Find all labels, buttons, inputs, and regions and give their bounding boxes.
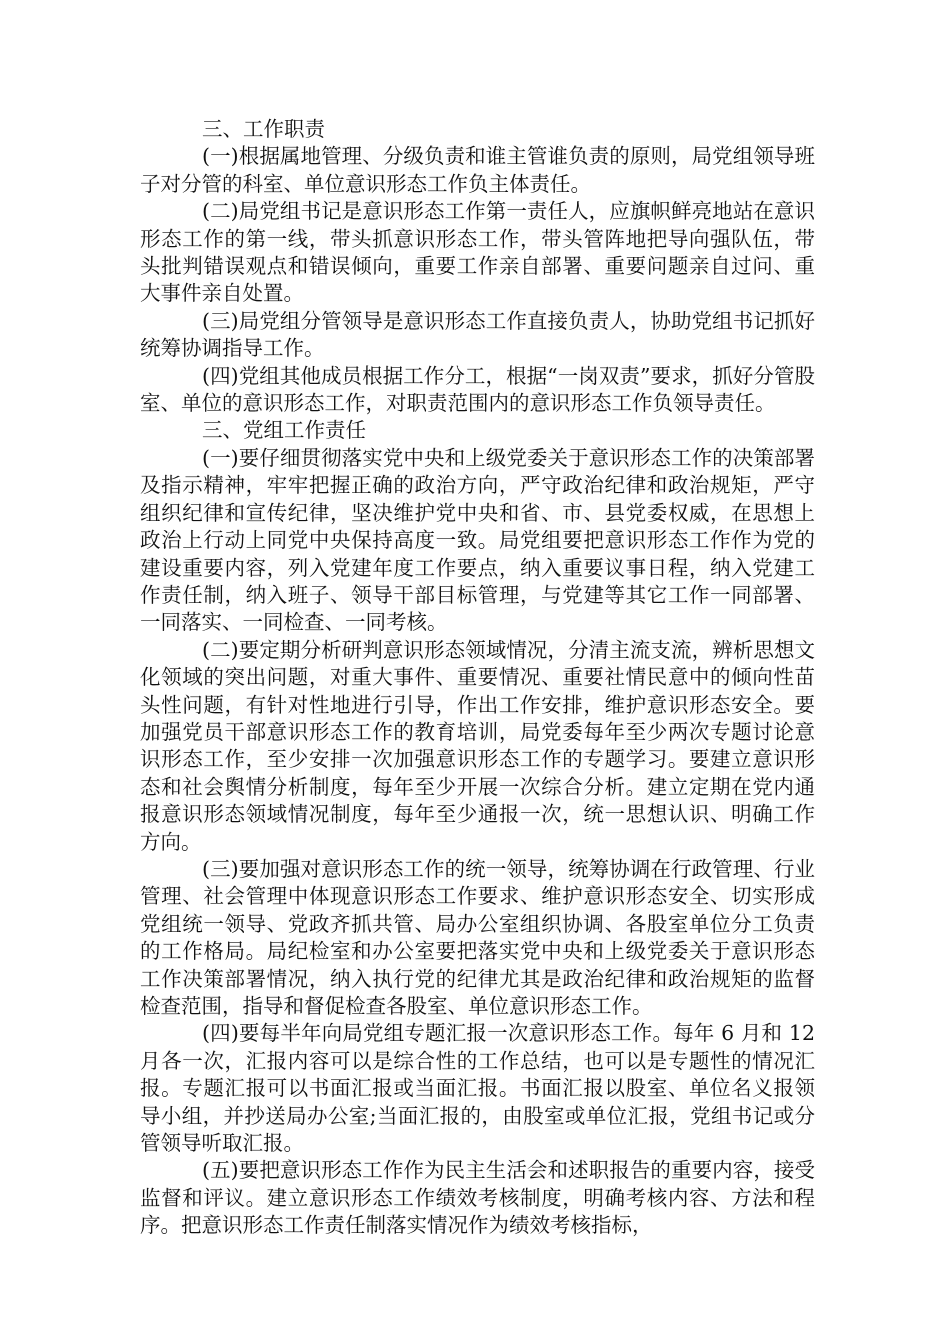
document-page <box>140 116 815 1240</box>
section-heading-party-group-responsibility: 三、党组工作责任 <box>202 418 366 443</box>
responsibility-paragraph-4: (四)要每半年向局党组专题汇报一次意识形态工作。每年 6 月和 12 月各一次，汇报内容可以是综合性的工作总结，也可以是专题性的情况汇报。专题汇报可以书面汇报或当面汇报。书面汇报以股室、单位名义报领导小组，并抄送局办公室;当面汇报的，由股室或单位汇报，党组书记或分管领导听取汇报。 <box>140 1021 815 1156</box>
duties-paragraph-3: (三)局党组分管领导是意识形态工作直接负责人，协助党组书记抓好统筹协调指导工作。 <box>140 308 815 361</box>
responsibility-paragraph-3: (三)要加强对意识形态工作的统一领导，统筹协调在行政管理、行业管理、社会管理中体现意识形态工作要求、维护意识形态安全、切实形成党组统一领导、党政齐抓共管、局办公室组织协调、各股室单位分工负责的工作格局。局纪检室和办公室要把落实党中央和上级党委关于意识形态工作决策部署情况，纳入执行党的纪律尤其是政治纪律和政治规矩的监督检查范围，指导和督促检查各股室、单位意识形态工作。 <box>140 856 815 1018</box>
duties-paragraph-4: (四)党组其他成员根据工作分工，根据“一岗双责”要求，抓好分管股室、单位的意识形态工作，对职责范围内的意识形态工作负领导责任。 <box>140 363 815 416</box>
duties-paragraph-1: (一)根据属地管理、分级负责和谁主管谁负责的原则，局党组领导班子对分管的科室、单位意识形态工作负主体责任。 <box>140 144 815 196</box>
responsibility-paragraph-2: (二)要定期分析研判意识形态领域情况，分清主流支流，辨析思想文化领域的突出问题，对重大事件、重要情况、重要社情民意中的倾向性苗头性问题，有针对性地进行引导，作出工作安排，维护意识形态安全。要加强党员干部意识形态工作的教育培训，局党委每年至少两次专题讨论意识形态工作，至少安排一次加强意识形态工作的专题学习。要建立意识形态和社会舆情分析制度，每年至少开展一次综合分析。建立定期在党内通报意识形态领域情况制度，每年至少通报一次，统一思想认识、明确工作方向。 <box>140 637 815 854</box>
duties-paragraph-2: (二)局党组书记是意识形态工作第一责任人，应旗帜鲜亮地站在意识形态工作的第一线，带头抓意识形态工作，带头管阵地把导向强队伍，带头批判错误观点和错误倾向，重要工作亲自部署、重要问题亲自过问、重大事件亲自处置。 <box>140 199 815 306</box>
section-heading-duties: 三、工作职责 <box>202 117 325 141</box>
responsibility-paragraph-1: (一)要仔细贯彻落实党中央和上级党委关于意识形态工作的决策部署及指示精神，牢牢把握正确的政治方向，严守政治纪律和政治规矩，严守组织纪律和宣传纪律，坚决维护党中央和省、市、县党委权威，在思想上政治上行动上同党中央保持高度一致。局党组要把意识形态工作作为党的建设重要内容，列入党建年度工作要点，纳入重要议事日程，纳入党建工作责任制，纳入班子、领导干部目标管理，与党建等其它工作一同部署、一同落实、一同检查、一同考核。 <box>140 445 815 635</box>
responsibility-paragraph-5: (五)要把意识形态工作作为民主生活会和述职报告的重要内容，接受监督和评议。建立意识形态工作绩效考核制度，明确考核内容、方法和程序。把意识形态工作责任制落实情况作为绩效考核指标， <box>140 1158 815 1238</box>
